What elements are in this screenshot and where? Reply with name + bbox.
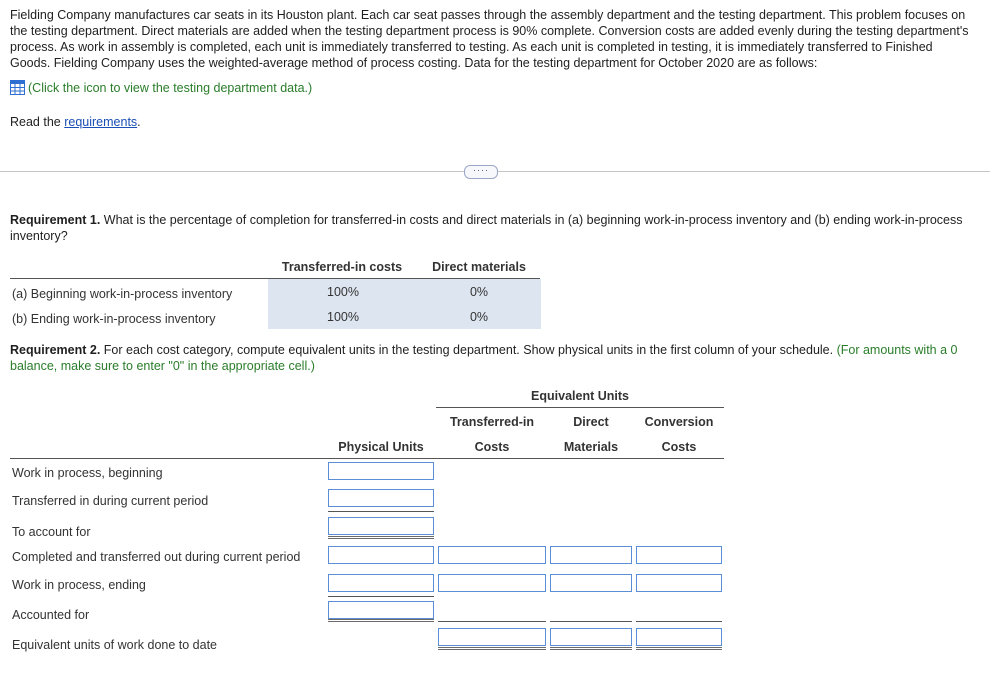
row-wip-beginning: Work in process, beginning	[12, 466, 163, 480]
transferred-total-rule	[438, 621, 546, 622]
col-direct-line1: Direct	[573, 415, 609, 429]
row-accounted-for: Accounted for	[12, 608, 90, 622]
table-grid-icon[interactable]	[10, 80, 25, 95]
direct-wip-ending-input[interactable]	[550, 574, 632, 592]
direct-equivalent-input[interactable]	[550, 628, 632, 646]
physical-transferred-in-input[interactable]	[328, 489, 434, 507]
row-equivalent-units: Equivalent units of work done to date	[12, 638, 217, 652]
physical-completed-input[interactable]	[328, 546, 434, 564]
transferred-completed-input[interactable]	[438, 546, 546, 564]
req1-beginning-direct: 0%	[469, 285, 489, 299]
requirements-link[interactable]: requirements	[64, 115, 138, 129]
physical-wip-beginning-input[interactable]	[328, 462, 434, 480]
col-physical-units: Physical Units	[338, 440, 424, 454]
req1-col-direct: Direct materials	[432, 260, 526, 274]
requirement-1-title: Requirement 1.	[10, 213, 101, 227]
col-transferred-in-line2: Costs	[474, 440, 510, 454]
requirement-2-question: For each cost category, compute equivalent units in the testing department. Show physical units in the first column of your schedule.	[100, 343, 837, 357]
req1-col-transferred: Transferred-in costs	[281, 260, 403, 274]
to-account-for-double-rule	[328, 536, 434, 539]
direct-double-rule	[550, 647, 632, 650]
req1-beginning-transferred: 100%	[327, 285, 359, 299]
req1-ending-transferred: 100%	[327, 310, 359, 324]
req2-header-rule	[10, 458, 724, 459]
conversion-double-rule	[636, 647, 722, 650]
problem-paragraph: Fielding Company manufactures car seats in its Houston plant. Each car seat passes through the assembly department and the testing department. This problem focuses on the testing department. Direct materials are added when the testing department process is 90% complete. Conversion costs are added evenly during the testing department's process. As work in assembly is completed, each unit is immediately transferred to testing. As each unit is completed in testing, it is immediately transferred to Finished Goods. Fielding Company uses the weighted-average method of process costing. Data for the testing department for October 2020 are as follows:	[10, 8, 969, 70]
row-transferred-in: Transferred in during current period	[12, 494, 209, 508]
read-suffix: .	[137, 115, 141, 129]
requirement-2-title: Requirement 2.	[10, 343, 101, 357]
requirement-2-hint: (For amounts with a 0 balance, make sure to enter "0" in the appropriate cell.)	[10, 343, 958, 373]
requirement-2-text	[10, 342, 980, 374]
accounted-for-double-rule	[328, 619, 434, 622]
equivalent-units-header: Equivalent Units	[531, 389, 629, 403]
read-requirements-line	[10, 114, 975, 130]
direct-total-rule	[550, 621, 632, 622]
transferred-double-rule	[438, 647, 546, 650]
row-wip-ending: Work in process, ending	[12, 578, 146, 592]
read-prefix: Read the	[10, 115, 65, 129]
expand-more-button[interactable]: ····	[464, 165, 498, 179]
physical-to-account-for-input[interactable]	[328, 517, 434, 535]
view-data-link[interactable]: (Click the icon to view the testing department data.)	[28, 81, 313, 95]
col-transferred-in-line1: Transferred-in	[449, 415, 535, 429]
problem-description	[10, 7, 975, 130]
row-completed: Completed and transferred out during current period	[12, 550, 301, 564]
row-to-account-for: To account for	[12, 525, 91, 539]
transferred-wip-ending-input[interactable]	[438, 574, 546, 592]
conversion-total-rule	[636, 621, 722, 622]
to-account-for-rule	[328, 511, 434, 512]
col-conversion-line2: Costs	[661, 440, 697, 454]
transferred-equivalent-input[interactable]	[438, 628, 546, 646]
conversion-wip-ending-input[interactable]	[636, 574, 722, 592]
conversion-completed-input[interactable]	[636, 546, 722, 564]
req1-ending-direct: 0%	[469, 310, 489, 324]
requirement-1-question: What is the percentage of completion for transferred-in costs and direct materials in (a) beginning work-in-process inventory and (b) ending work-in-process inventory?	[10, 213, 963, 243]
col-conversion-line1: Conversion	[644, 415, 714, 429]
col-direct-line2: Materials	[563, 440, 619, 454]
eq-units-rule	[436, 407, 724, 408]
accounted-for-rule	[328, 596, 434, 597]
conversion-equivalent-input[interactable]	[636, 628, 722, 646]
req1-row-ending: (b) Ending work-in-process inventory	[12, 312, 216, 326]
requirement-1-text	[10, 212, 980, 244]
direct-completed-input[interactable]	[550, 546, 632, 564]
physical-wip-ending-input[interactable]	[328, 574, 434, 592]
req1-row-beginning: (a) Beginning work-in-process inventory	[12, 287, 233, 301]
data-link-row[interactable]	[10, 80, 975, 96]
physical-accounted-for-input[interactable]	[328, 601, 434, 619]
